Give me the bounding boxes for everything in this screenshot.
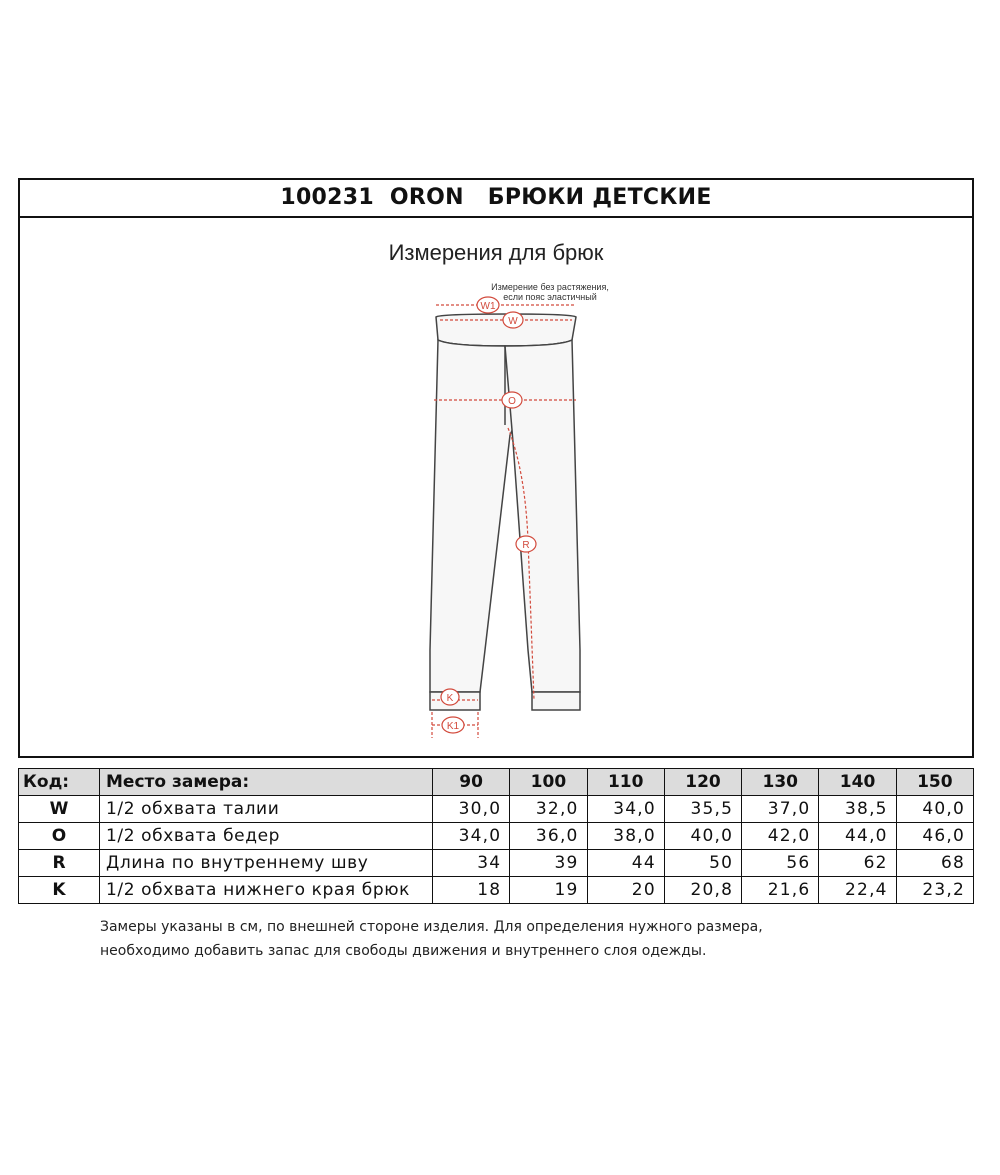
- size-header: 130: [742, 769, 819, 796]
- brand-name: ORON: [389, 185, 464, 210]
- size-header: 110: [587, 769, 664, 796]
- size-chart-frame: [18, 178, 974, 758]
- row-value: 36,0: [510, 823, 587, 850]
- r-label: R: [522, 540, 530, 551]
- diagram-note-1: Измерение без растяжения,: [491, 282, 609, 292]
- row-code: K: [19, 877, 100, 904]
- footer-note-line-1: Замеры указаны в см, по внешней стороне изделия. Для определения нужного размера,: [100, 919, 763, 935]
- row-value: 32,0: [510, 796, 587, 823]
- row-value: 18: [433, 877, 510, 904]
- place-header: Место замера:: [100, 769, 433, 796]
- table-row: [19, 796, 974, 823]
- row-value: 20: [587, 877, 664, 904]
- row-value: 34,0: [587, 796, 664, 823]
- row-code: W: [19, 796, 100, 823]
- row-value: 34: [433, 850, 510, 877]
- row-label: 1/2 обхвата бедер: [100, 823, 433, 850]
- product-code: 100231: [280, 185, 374, 210]
- r-marker: [516, 536, 536, 552]
- row-value: 21,6: [742, 877, 819, 904]
- row-value: 39: [510, 850, 587, 877]
- row-value: 22,4: [819, 877, 896, 904]
- table-row: [19, 877, 974, 904]
- row-value: 38,5: [819, 796, 896, 823]
- right-cuff-shape: [532, 692, 580, 710]
- k1-label: K1: [446, 721, 460, 732]
- left-leg-shape: [430, 340, 515, 692]
- row-value: 19: [510, 877, 587, 904]
- table-row: [19, 850, 974, 877]
- row-code: R: [19, 850, 100, 877]
- row-value: 40,0: [896, 796, 973, 823]
- row-value: 20,8: [664, 877, 741, 904]
- row-label: 1/2 обхвата талии: [100, 796, 433, 823]
- row-value: 35,5: [664, 796, 741, 823]
- k-label: K: [446, 693, 454, 704]
- row-value: 40,0: [664, 823, 741, 850]
- w-label: W: [508, 316, 518, 327]
- row-code: O: [19, 823, 100, 850]
- size-table: [18, 768, 974, 904]
- row-value: 56: [742, 850, 819, 877]
- size-header: 140: [819, 769, 896, 796]
- diagram-note-2: если пояс эластичный: [503, 292, 597, 302]
- footer-note: [100, 915, 763, 963]
- code-header: Код:: [19, 769, 100, 796]
- row-value: 23,2: [896, 877, 973, 904]
- row-value: 50: [664, 850, 741, 877]
- k1-marker: [442, 717, 464, 733]
- row-value: 34,0: [433, 823, 510, 850]
- k-marker: [441, 689, 459, 705]
- size-header: 150: [896, 769, 973, 796]
- pants-diagram: [20, 180, 972, 756]
- o-marker: [502, 392, 522, 408]
- w1-marker: [477, 297, 499, 313]
- row-value: 68: [896, 850, 973, 877]
- size-header: 90: [433, 769, 510, 796]
- size-table-header: [19, 769, 974, 796]
- row-value: 37,0: [742, 796, 819, 823]
- row-value: 44: [587, 850, 664, 877]
- row-label: 1/2 обхвата нижнего края брюк: [100, 877, 433, 904]
- w1-label: W1: [480, 301, 496, 312]
- pants-outline: [430, 314, 580, 710]
- product-name: БРЮКИ ДЕТСКИЕ: [487, 185, 712, 210]
- row-value: 42,0: [742, 823, 819, 850]
- size-header: 120: [664, 769, 741, 796]
- size-header: 100: [510, 769, 587, 796]
- row-value: 46,0: [896, 823, 973, 850]
- table-row: [19, 823, 974, 850]
- footer-note-line-2: необходимо добавить запас для свободы движения и внутреннего слоя одежды.: [100, 943, 707, 959]
- o-label: O: [508, 396, 516, 407]
- diagram-title: Измерения для брюк: [388, 240, 604, 265]
- w-marker: [503, 312, 523, 328]
- row-value: 30,0: [433, 796, 510, 823]
- row-value: 44,0: [819, 823, 896, 850]
- row-label: Длина по внутреннему шву: [100, 850, 433, 877]
- row-value: 38,0: [587, 823, 664, 850]
- row-value: 62: [819, 850, 896, 877]
